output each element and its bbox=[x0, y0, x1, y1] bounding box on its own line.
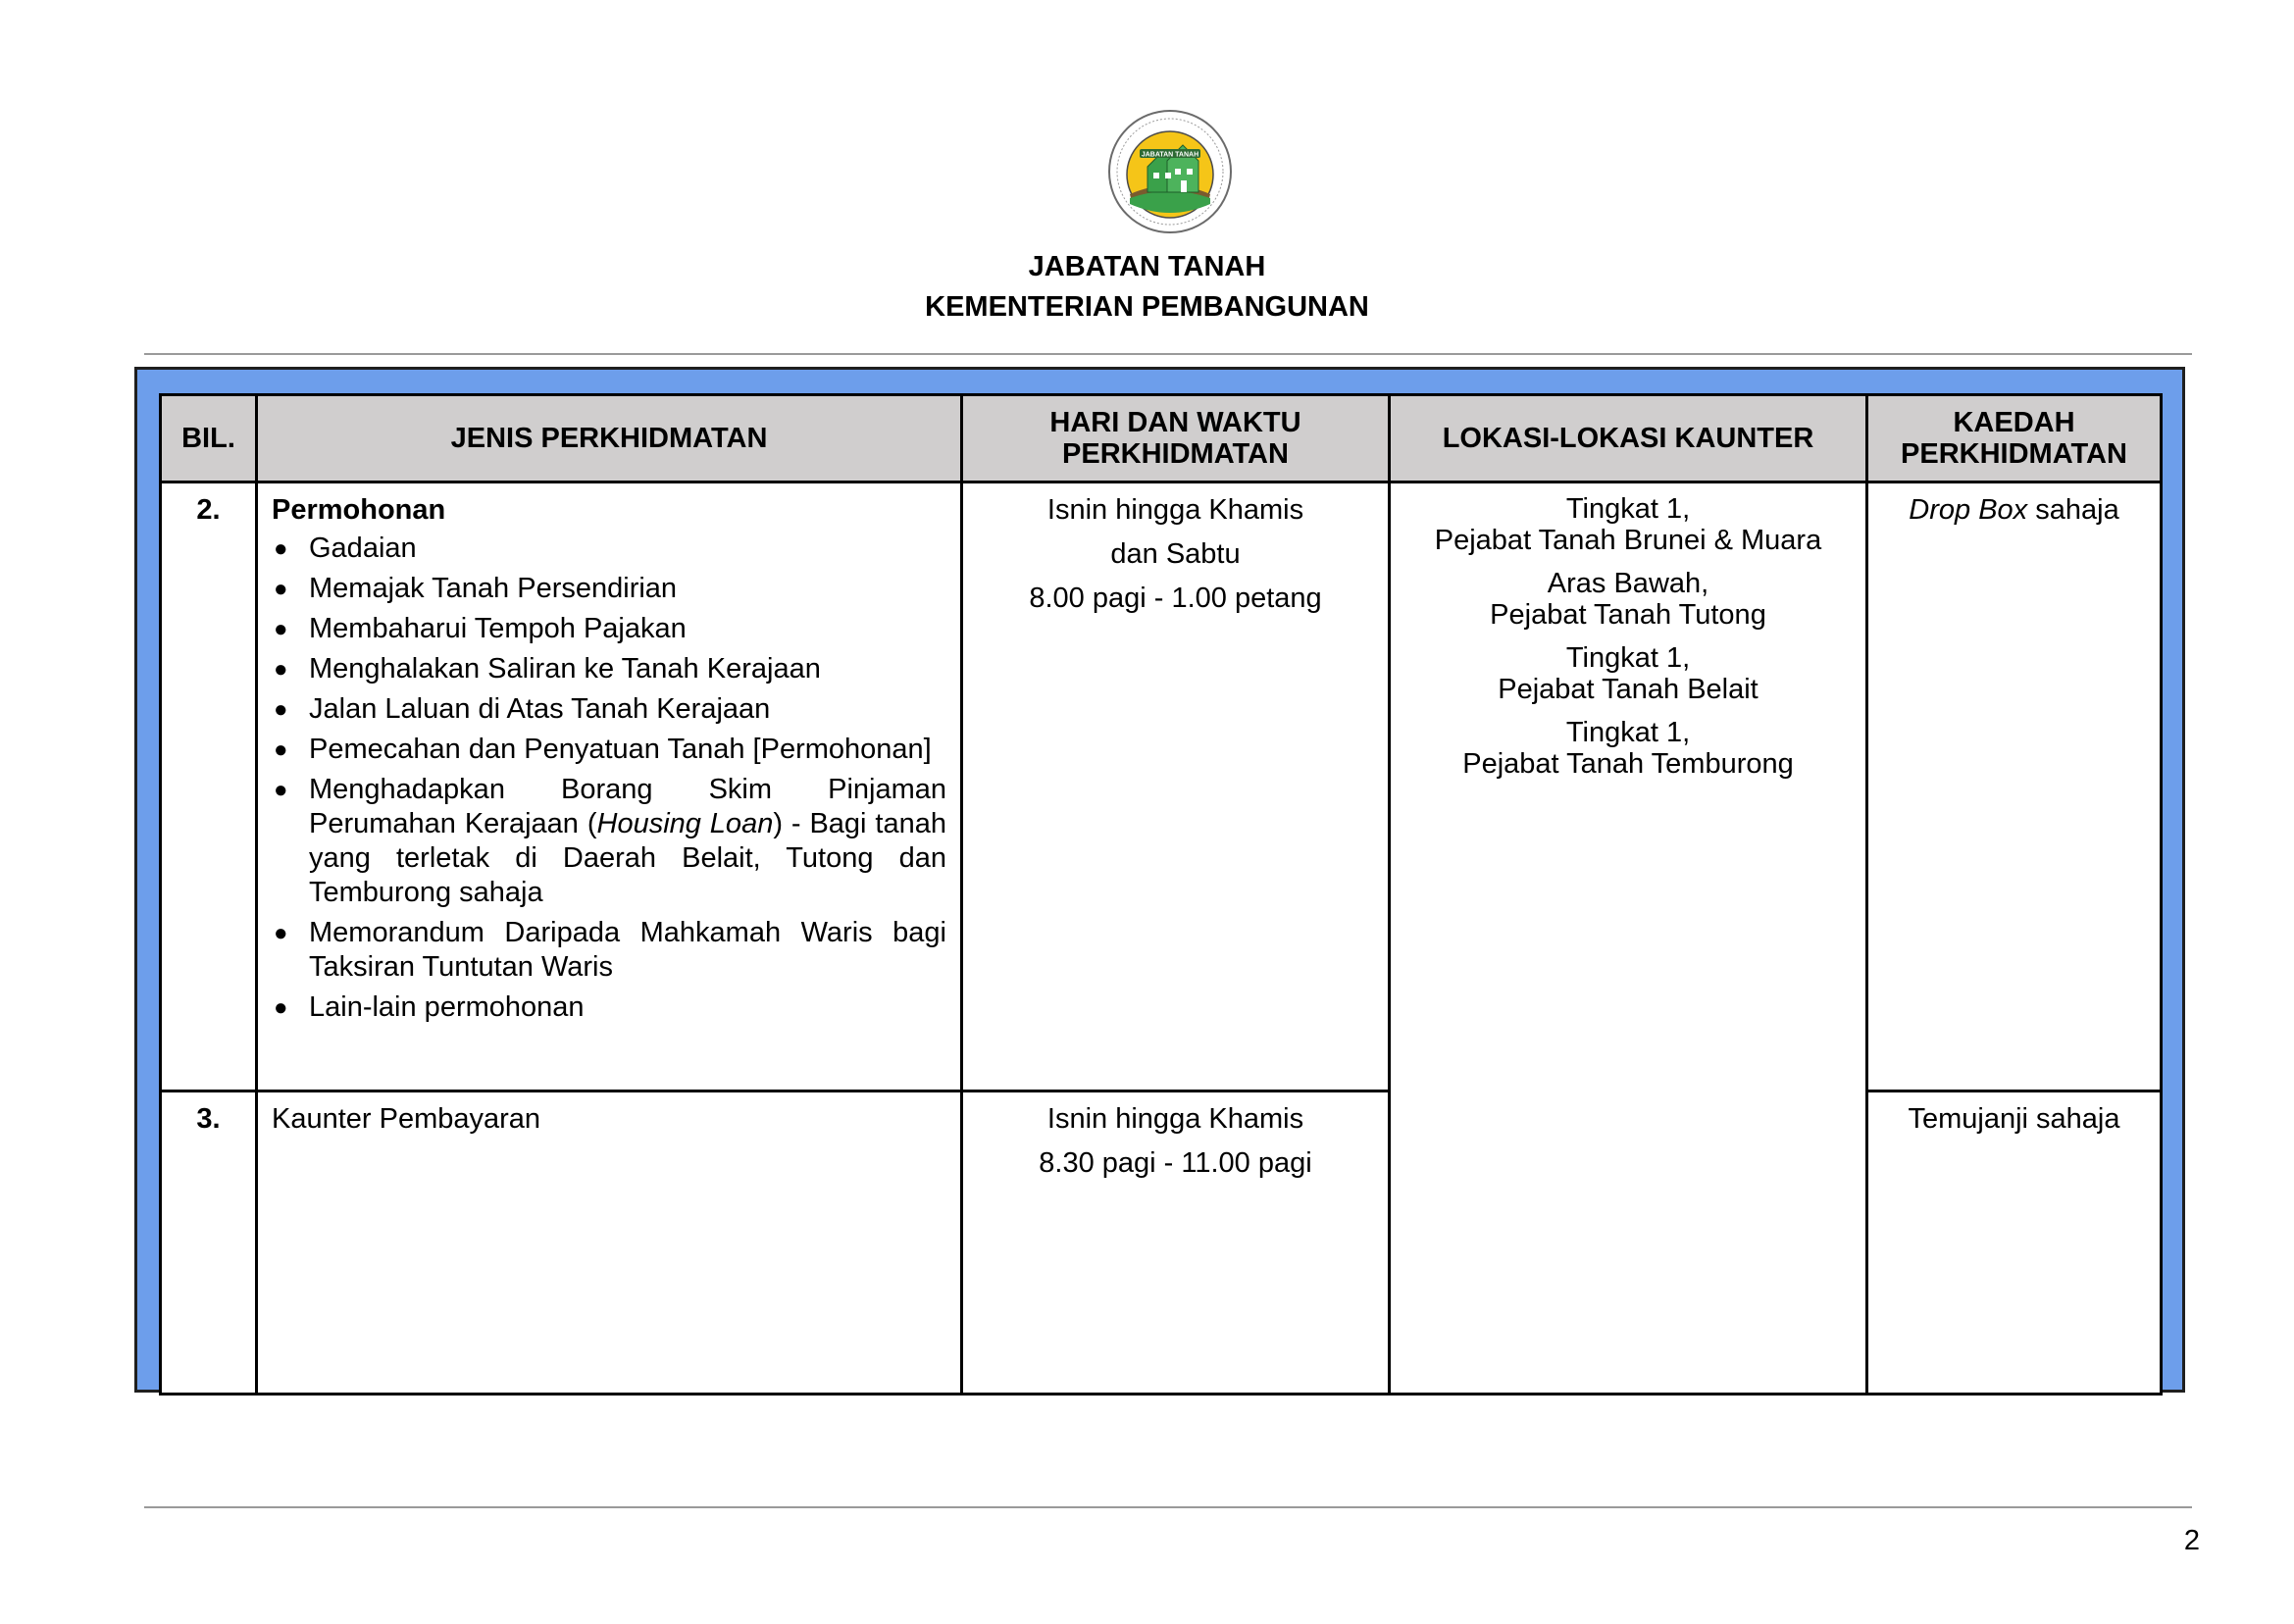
location-office: Pejabat Tanah Tutong bbox=[1490, 599, 1766, 631]
header-location: LOKASI-LOKASI KAUNTER bbox=[1390, 395, 1867, 482]
page-number: 2 bbox=[2183, 1525, 2200, 1556]
list-item: ● Pemecahan dan Penyatuan Tanah [Permohonan] bbox=[272, 733, 946, 767]
location-entry bbox=[1404, 717, 1852, 780]
method-italic: Drop Box bbox=[1909, 494, 2028, 526]
list-item: ● Gadaian bbox=[272, 532, 946, 566]
list-item: ● Memajak Tanah Persendirian bbox=[272, 572, 946, 606]
method-text: sahaja bbox=[2027, 494, 2119, 526]
footer-divider bbox=[144, 1506, 2192, 1508]
hours-cell bbox=[962, 482, 1390, 1091]
service-cell bbox=[257, 482, 962, 1091]
header-service: JENIS PERKHIDMATAN bbox=[257, 395, 962, 482]
list-item: ● Memorandum Daripada Mahkamah Waris bagi Taksiran Tuntutan Waris bbox=[272, 916, 946, 985]
svg-text:JABATAN TANAH: JABATAN TANAH bbox=[1141, 151, 1199, 159]
location-cell bbox=[1390, 482, 1867, 1395]
location-level: Tingkat 1, bbox=[1565, 642, 1691, 674]
header-hours-line1: HARI DAN WAKTU bbox=[1049, 407, 1301, 438]
location-entry bbox=[1404, 493, 1852, 556]
table-header-row bbox=[161, 395, 2162, 482]
location-level: Tingkat 1, bbox=[1565, 717, 1691, 748]
hours-days: Isnin hingga Khamis bbox=[1046, 1102, 1304, 1135]
org-name: JABATAN TANAH bbox=[1028, 251, 1266, 282]
header-method-line1: KAEDAH bbox=[1953, 407, 2075, 438]
location-level: Tingkat 1, bbox=[1565, 493, 1691, 525]
location-entry bbox=[1404, 568, 1852, 631]
header-method-line2: PERKHIDMATAN bbox=[1901, 438, 2127, 470]
header-divider bbox=[144, 353, 2192, 355]
header-hours bbox=[962, 395, 1390, 482]
table-frame bbox=[134, 367, 2185, 1393]
list-item: ● Lain-lain permohonan bbox=[272, 990, 946, 1025]
service-list bbox=[272, 532, 946, 1025]
service-title: Kaunter Pembayaran bbox=[272, 1102, 541, 1135]
table-row bbox=[161, 482, 2162, 1091]
row-number: 2. bbox=[161, 482, 257, 1091]
location-office: Pejabat Tanah Temburong bbox=[1462, 748, 1794, 780]
hours-time: 8.00 pagi - 1.00 petang bbox=[1029, 583, 1322, 614]
method-cell: Temujanji sahaja bbox=[1867, 1091, 2162, 1394]
method-cell bbox=[1867, 482, 2162, 1091]
hours-days: Isnin hingga Khamis bbox=[1046, 494, 1304, 526]
row-number: 3. bbox=[161, 1091, 257, 1394]
list-item: ● Menghalakan Saliran ke Tanah Kerajaan bbox=[272, 652, 946, 686]
list-item: ● Jalan Laluan di Atas Tanah Kerajaan bbox=[272, 692, 946, 727]
list-item-text: Menghadapkan Borang Skim Pinjaman Perumahan Kerajaan ( bbox=[309, 774, 946, 839]
hours-days-extra: dan Sabtu bbox=[1110, 538, 1241, 570]
hours-time: 8.30 pagi - 11.00 pagi bbox=[1039, 1146, 1312, 1179]
location-level: Aras Bawah, bbox=[1547, 568, 1709, 599]
list-item-italic: Housing Loan bbox=[596, 808, 774, 839]
list-item bbox=[272, 773, 946, 910]
list-item-text: ) - Bagi tanah yang terletak di Daerah Belait, Tutong dan Temburong sahaja bbox=[309, 808, 946, 908]
location-office: Pejabat Tanah Brunei & Muara bbox=[1434, 525, 1822, 556]
hours-cell bbox=[962, 1091, 1390, 1394]
header-bil: BIL. bbox=[161, 395, 257, 482]
jabatan-tanah-seal-icon bbox=[1106, 108, 1234, 235]
service-cell bbox=[257, 1091, 962, 1394]
service-title: Permohonan bbox=[272, 494, 446, 526]
location-office: Pejabat Tanah Belait bbox=[1498, 674, 1759, 705]
list-item: ● Membaharui Tempoh Pajakan bbox=[272, 612, 946, 646]
ministry-name: KEMENTERIAN PEMBANGUNAN bbox=[925, 291, 1369, 323]
service-table bbox=[159, 393, 2163, 1396]
header-method bbox=[1867, 395, 2162, 482]
location-entry bbox=[1404, 642, 1852, 705]
header-hours-line2: PERKHIDMATAN bbox=[1062, 438, 1289, 470]
